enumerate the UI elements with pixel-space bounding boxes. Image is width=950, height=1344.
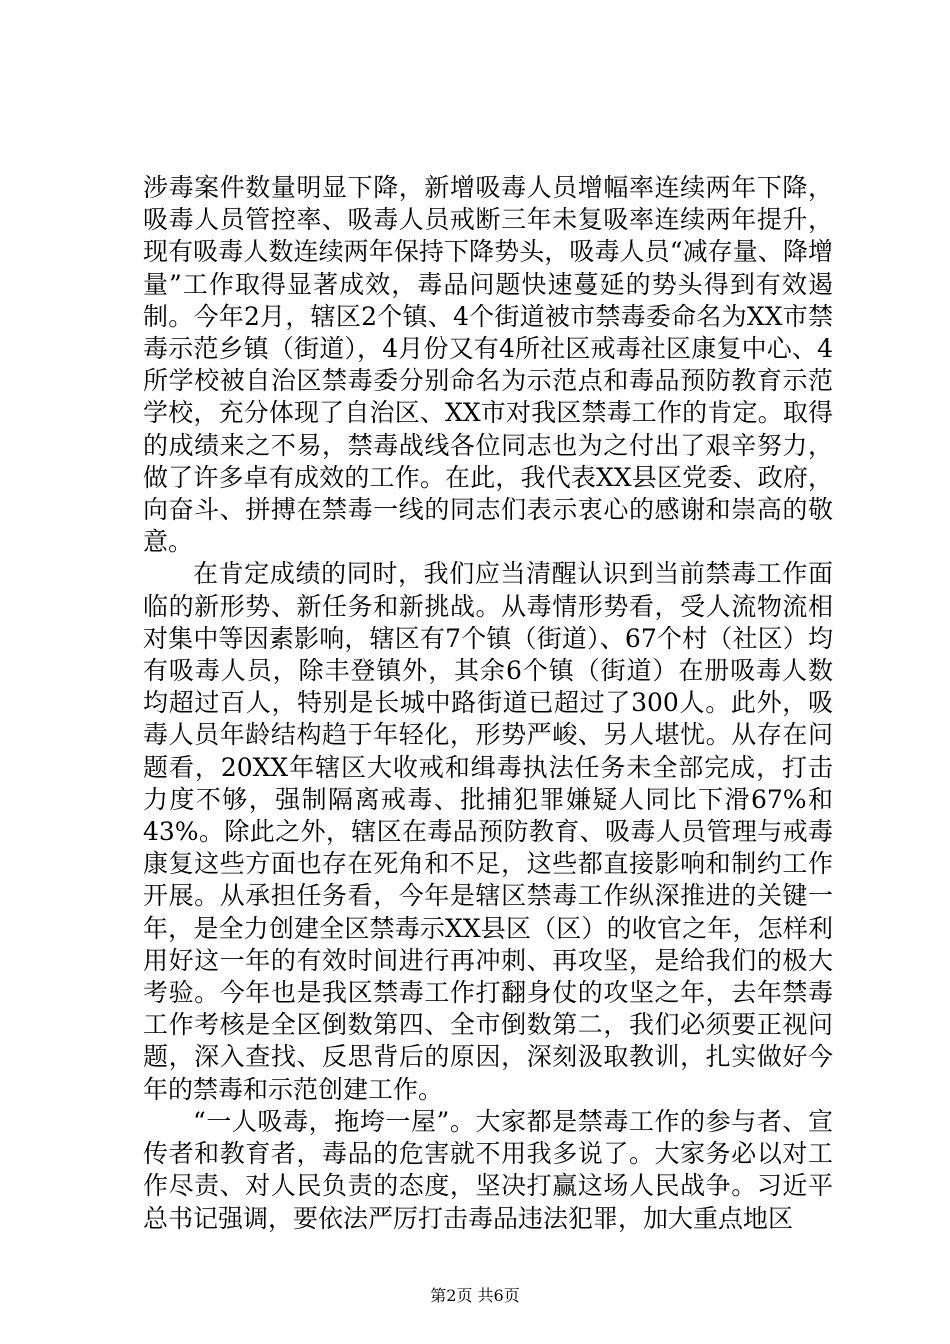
page-footer: 第2页 共6页 — [430, 1286, 520, 1305]
paragraph-3: “一人吸毒，拖垮一屋”。大家都是禁毒工作的参与者、宣传者和教育者，毒品的危害就不用我多说了。大家务必以对工作尽责、对人民负责的态度，坚决打赢这场人民战争。习近平总书记强调，要依法严厉打击毒品违法犯罪，加大重点地区 — [143, 1106, 833, 1233]
paragraph-1: 涉毒案件数量明显下降，新增吸毒人员增幅率连续两年下降，吸毒人员管控率、吸毒人员戒断三年未复吸率连续两年提升，现有吸毒人数连续两年保持下降势头，吸毒人员“减存量、降增量”工作取得显著成效，毒品问题快速蔓延的势头得到有效遏制。今年2月，辖区2个镇、4个街道被市禁毒委命名为XX市禁毒示范乡镇（街道），4月份又有4所社区戒毒社区康复中心、4所学校被自治区禁毒委分别命名为示范点和毒品预防教育示范学校，充分体现了自治区、XX市对我区禁毒工作的肯定。取得的成绩来之不易，禁毒战线各位同志也为之付出了艰辛努力，做了许多卓有成效的工作。在此，我代表XX县区党委、政府，向奋斗、拼搏在禁毒一线的同志们表示衷心的感谢和崇高的敬意。 — [143, 173, 833, 557]
paragraph-2: 在肯定成绩的同时，我们应当清醒认识到当前禁毒工作面临的新形势、新任务和新挑战。从毒情形势看，受人流物流相对集中等因素影响，辖区有7个镇（街道）、67个村（社区）均有吸毒人员，除丰登镇外，其余6个镇（街道）在册吸毒人数均超过百人，特别是长城中路街道已超过了300人。此外，吸毒人员年龄结构趋于年轻化，形势严峻、另人堪忧。从存在问题看，20XX年辖区大收戒和缉毒执法任务未全部完成，打击力度不够，强制隔离戒毒、批捕犯罪嫌疑人同比下滑67%和43%。除此之外，辖区在毒品预防教育、吸毒人员管理与戒毒康复这些方面也存在死角和不足，这些都直接影响和制约工作开展。从承担任务看，今年是辖区禁毒工作纵深推进的关键一年，是全力创建全区禁毒示XX县区（区）的收官之年，怎样利用好这一年的有效时间进行再冲刺、再攻坚，是给我们的极大考验。今年也是我区禁毒工作打翻身仗的攻坚之年，去年禁毒工作考核是全区倒数第四、全市倒数第二，我们必须要正视问题，深入查找、反思背后的原因，深刻汲取教训，扎实做好今年的禁毒和示范创建工作。 — [143, 559, 833, 1104]
body-text — [143, 172, 833, 1235]
